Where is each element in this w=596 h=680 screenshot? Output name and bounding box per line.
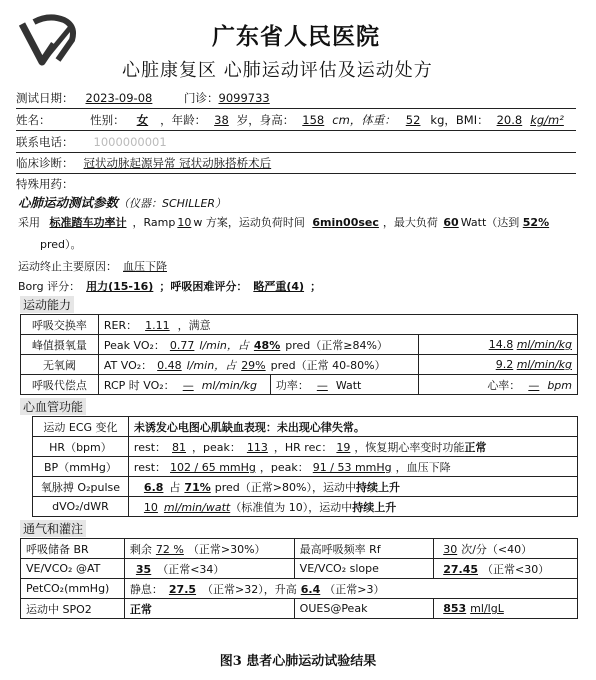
patient-age: 38 (214, 113, 229, 127)
rer-label: 呼吸交换率 (21, 315, 99, 335)
bp-cell: rest： 102 / 65 mmHg ，peak： 91 / 53 mmHg ，血压下降 (128, 457, 577, 477)
table-row (33, 497, 578, 517)
petco2-rise: 6.4 (300, 582, 321, 596)
phone-number: 1000000001 (93, 135, 167, 149)
at-pct: 29% (241, 358, 266, 372)
table-row (33, 437, 578, 457)
cpet-heading: 心肺运动测试参数 (18, 195, 119, 210)
table-row (21, 579, 578, 599)
petco2-cell: 静息： 27.5 （正常>32），升高 6.4 （正常>3） (124, 579, 577, 599)
clinic-number: 9099733 (218, 91, 270, 105)
ve-at-value: 35 (135, 562, 152, 576)
ve-slope-label: VE/VCO₂ slope (294, 559, 434, 579)
rcp-value: — (182, 378, 194, 392)
test-date-row: 测试日期： 2023-09-08 门诊：9099733 (16, 90, 280, 106)
rer-value: 1.11 (145, 318, 170, 332)
stop-reason: 血压下降 (123, 260, 167, 273)
protocol-row: 采用 标准踏车功率计 ，Ramp 10 w 方案，运动负荷时间 6min00sec ，最大负荷 60 Watt（达到 52% (18, 216, 550, 229)
exercise-duration: 6min00sec (312, 216, 379, 229)
peak-vo2-kg: 14.8 (488, 338, 514, 351)
patient-sex: 女 (136, 113, 149, 127)
divider (16, 108, 576, 109)
report-sheet (8, 6, 592, 620)
rer-cell: RER： 1.11 ，满意 (98, 315, 577, 335)
ve-slope-value: 27.45 (443, 562, 478, 576)
rcp-power: — (316, 378, 328, 392)
divider (16, 152, 576, 153)
ventilation-table (20, 538, 578, 619)
divider (16, 130, 576, 131)
diagnosis: 冠状动脉起源异常 冠状动脉搭桥术后 (83, 156, 272, 170)
hr-recovery: 19 (336, 440, 351, 454)
dvo2-label: dVO₂/dWR (33, 497, 129, 517)
hospital-logo-icon (14, 14, 84, 72)
table-row (21, 355, 578, 375)
table-row (21, 375, 578, 395)
ve-at-cell: 35 （正常<34） (124, 559, 294, 579)
hr-cell: rest： 81 ，peak： 113 ，HR rec： 19 ，恢复期心率变时功能正常 (128, 437, 577, 457)
table-row (21, 559, 578, 579)
ecg-label: 运动 ECG 变化 (33, 417, 129, 437)
oues-value: 853 (443, 602, 467, 615)
bp-peak: 91 / 53 mmHg (312, 460, 392, 474)
hr-label: HR（bpm） (33, 437, 129, 457)
dvo2-value: 10 (143, 500, 158, 514)
at-kg-cell: 9.2 ml/min/kg (418, 355, 577, 375)
at-value: 0.48 (157, 358, 182, 372)
stop-reason-row: 运动终止主要原因： 血压下降 (18, 258, 181, 274)
phone-row: 联系电话： 1000000001 (16, 135, 167, 149)
diagnosis-row: 临床诊断： 冠状动脉起源异常 冠状动脉搭桥术后 (16, 156, 272, 170)
br-cell: 剩余 72 % （正常>30%） (124, 539, 294, 559)
petco2-rest: 27.5 (168, 582, 197, 596)
br-value: 72 % (155, 542, 184, 556)
oues-label: OUES@Peak (294, 599, 434, 619)
table-row (21, 335, 578, 355)
rcp-cell: RCP 时 VO₂： — ml/min/kg (98, 375, 270, 395)
ve-at-label: VE/VCO₂ @AT (21, 559, 125, 579)
divider (16, 173, 576, 174)
o2-pulse: 6.8 (143, 480, 164, 494)
rf-cell: 30 次/分（<40） (434, 539, 578, 559)
rf-label: 最高呼吸频率 Rf (294, 539, 434, 559)
capacity-table (20, 314, 578, 395)
cpet-heading-row (18, 193, 226, 211)
rf-value: 30 (443, 542, 458, 556)
patient-weight: 52 (405, 113, 421, 127)
peak-vo2-cell: Peak VO₂： 0.77 l/min，占 48% pred（正常≥84%） (98, 335, 418, 355)
oues-cell: 853 ml/lgL (434, 599, 578, 619)
spo2-value: 正常 (124, 599, 294, 619)
peak-vo2-value: 0.77 (169, 338, 195, 352)
petco2-label: PetCO₂(mmHg) (21, 579, 125, 599)
dvo2-cell: 10 ml/min/watt（标准值为 10），运动中持续上升 (128, 497, 577, 517)
table-row (33, 457, 578, 477)
table-row (21, 315, 578, 335)
protocol: 标准踏车功率计 (49, 216, 127, 229)
hr-rest: 81 (172, 440, 187, 454)
table-row (21, 539, 578, 559)
bp-rest: 102 / 65 mmHg (170, 460, 256, 474)
ramp-watts: 10 (177, 216, 192, 229)
ecg-cell: 未诱发心电图心肌缺血表现：未出现心律失常。 (128, 417, 577, 437)
report-title: 心脏康复区 心肺运动评估及运动处方 (122, 60, 433, 81)
section-ventilation: 通气和灌注 (20, 520, 86, 537)
peak-vo2-pct: 48% (253, 338, 281, 352)
br-label: 呼吸储备 BR (21, 539, 125, 559)
patient-bmi: 20.8 (496, 113, 523, 127)
test-date: 2023-09-08 (85, 91, 153, 105)
table-row (33, 417, 578, 437)
at-cell: AT VO₂： 0.48 l/min，占 29% pred（正常 40-80%） (98, 355, 418, 375)
hospital-name: 广东省人民医院 (212, 24, 380, 50)
table-row (21, 599, 578, 619)
patient-height: 158 (302, 113, 325, 127)
borg-row: Borg 评分： 用力(15-16) ；呼吸困难评分： 略严重(4) ； (18, 280, 322, 293)
max-load-pct: 52% (522, 216, 550, 229)
o2-pulse-pct: 71% (184, 480, 211, 494)
ve-slope-cell: 27.45 （正常<30） (434, 559, 578, 579)
o2-pulse-cell: 6.8 占 71% pred（正常>80%），运动中持续上升 (128, 477, 577, 497)
rcp-hr: — (528, 378, 540, 392)
max-load: 60 (443, 216, 459, 229)
hr-peak: 113 (246, 440, 268, 454)
rcp-power-cell: 功率： — Watt (270, 375, 418, 395)
table-row (33, 477, 578, 497)
rcp-hr-cell: 心率： — bpm (418, 375, 577, 395)
pred-suffix: pred）。 (40, 238, 82, 251)
spo2-label: 运动中 SPO2 (21, 599, 125, 619)
at-label: 无氧阈 (21, 355, 99, 375)
dyspnea-score: 略严重(4) (253, 280, 305, 293)
patient-info-row: 姓名： 性别： 女 ，年龄： 38 岁，身高： 158 cm，体重： 52 kg，BMI： 20.8 kg/m² (16, 113, 564, 127)
instrument: （仪器：SCHILLER） (118, 197, 227, 210)
rcp-label: 呼吸代偿点 (21, 375, 99, 395)
bp-label: BP（mmHg） (33, 457, 129, 477)
borg-score: 用力(15-16) (86, 280, 154, 293)
figure-caption: 图3 患者心肺运动试验结果 (219, 654, 377, 669)
at-kg: 9.2 (495, 358, 514, 371)
o2-pulse-label: 氧脉搏 O₂pulse (33, 477, 129, 497)
medication-label: 特殊用药： (16, 177, 74, 191)
section-cardiovascular: 心血管功能 (20, 398, 86, 415)
peak-vo2-kg-cell: 14.8 ml/min/kg (418, 335, 577, 355)
cardio-table (32, 416, 578, 517)
section-exercise-capacity: 运动能力 (20, 296, 74, 313)
peak-vo2-label: 峰值摄氧量 (21, 335, 99, 355)
